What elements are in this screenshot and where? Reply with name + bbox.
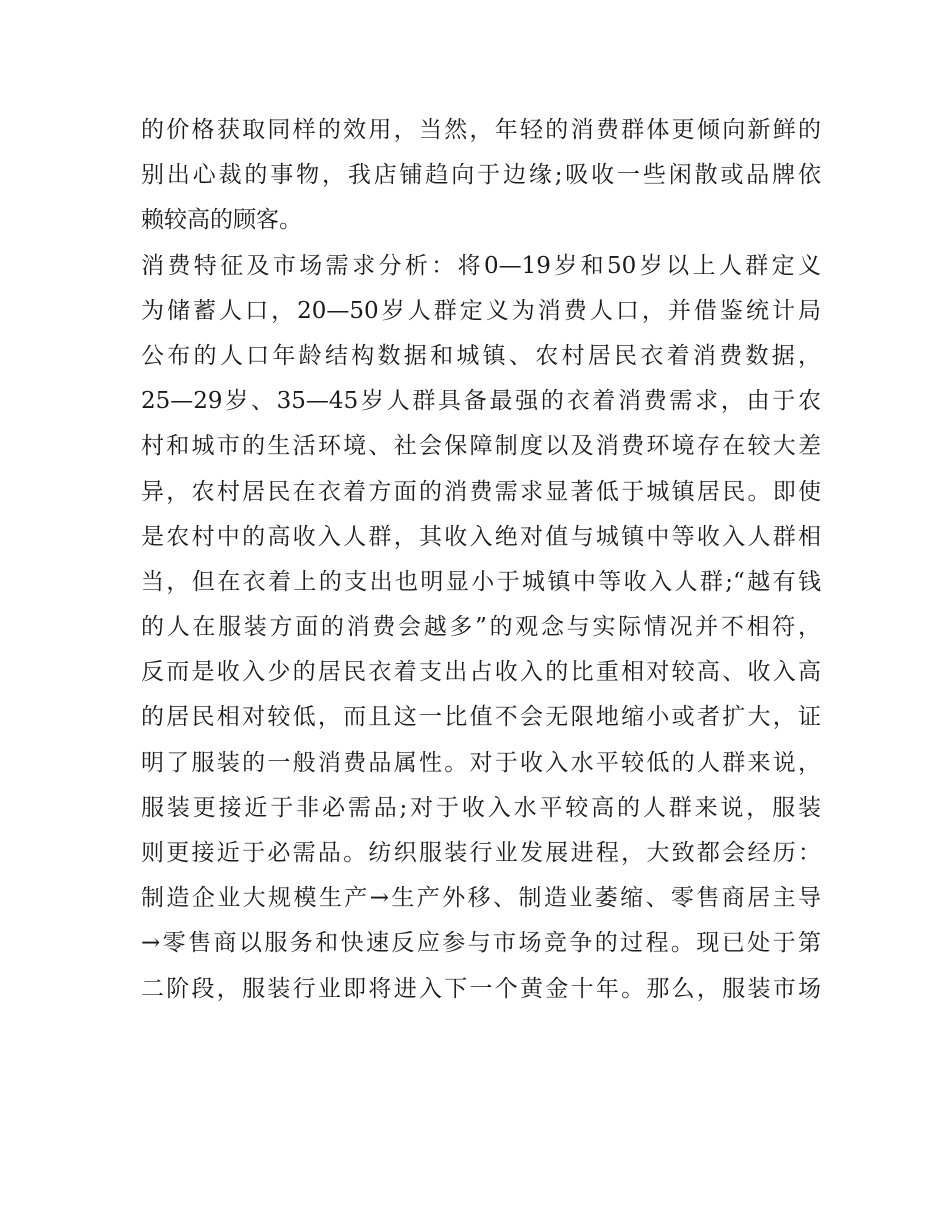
text-line: 二阶段，服装行业即将进入下一个黄金十年。那么，服装市场 — [141, 975, 821, 1002]
text-line: 别出心裁的事物，我店铺趋向于边缘;吸收一些闲散或品牌依 — [141, 162, 821, 189]
text-line: 明了服装的一般消费品属性。对于收入水平较低的人群来说， — [141, 749, 821, 776]
text-line: 则更接近于必需品。纺织服装行业发展进程，大致都会经历： — [141, 840, 821, 866]
paragraph-1 — [141, 108, 821, 244]
text-line: 是农村中的高收入人群，其收入绝对值与城镇中等收入人群相 — [141, 523, 821, 550]
text-line: 村和城市的生活环境、社会保障制度以及消费环境存在较大差 — [141, 433, 821, 460]
text-line: 的人在服装方面的消费会越多”的观念与实际情况并不相符， — [141, 614, 821, 641]
text-line: 公布的人口年龄结构数据和城镇、农村居民衣着消费数据， — [141, 342, 821, 369]
text-line: 当，但在衣着上的支出也明显小于城镇中等收入人群;“越有钱 — [141, 568, 821, 595]
body-text — [141, 108, 821, 1012]
text-line: 制造企业大规模生产→生产外移、制造业萎缩、零售商居主导 — [141, 885, 821, 912]
text-line: 25—29岁、35—45岁人群具备最强的衣着消费需求，由于农 — [141, 388, 821, 415]
text-line: 的价格获取同样的效用，当然，年轻的消费群体更倾向新鲜的 — [141, 117, 821, 143]
text-line: 消费特征及市场需求分析：将0—19岁和50岁以上人群定义 — [141, 252, 821, 279]
text-line: 赖较高的顾客。 — [141, 207, 302, 234]
text-line: 的居民相对较低，而且这一比值不会无限地缩小或者扩大，证 — [141, 704, 821, 731]
paragraph-2 — [141, 244, 821, 1012]
text-line: 为储蓄人口，20—50岁人群定义为消费人口，并借鉴统计局 — [141, 297, 821, 324]
text-line: →零售商以服务和快速反应参与市场竞争的过程。现已处于第 — [141, 930, 821, 957]
text-line: 异，农村居民在衣着方面的消费需求显著低于城镇居民。即使 — [141, 478, 821, 505]
text-line: 反而是收入少的居民衣着支出占收入的比重相对较高、收入高 — [141, 659, 821, 686]
text-line: 服装更接近于非必需品;对于收入水平较高的人群来说，服装 — [141, 794, 821, 821]
